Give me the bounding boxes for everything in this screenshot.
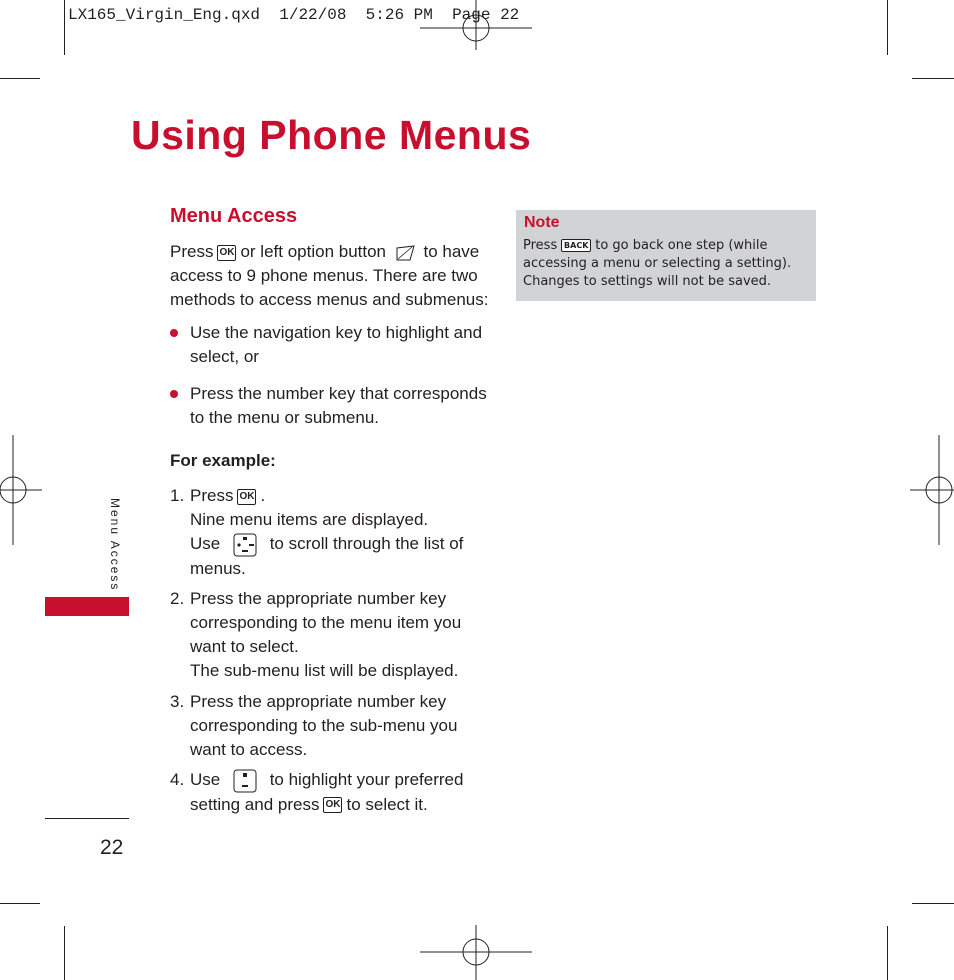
step-text: Use to highlight your preferred setting and press OK to select it. [190,770,464,814]
registration-mark-icon [910,435,954,545]
note-box [516,210,816,301]
step-number: 1. [170,486,185,505]
step-text: Press the appropriate number key corresponding to the sub-menu you want to access. [190,692,458,759]
back-key-icon: BACK [561,239,591,252]
example-heading: For example: [170,451,276,470]
bullet-dot [170,390,178,398]
side-section-label: Menu Access [108,498,122,592]
step-number: 4. [170,770,185,789]
bullet-item: Use the navigation key to highlight and select, or [170,321,500,369]
step-number: 3. [170,692,185,711]
ok-key-icon: OK [237,489,256,505]
note-title: Note [524,214,560,231]
note-text: Press BACK to go back one step (while accessing a menu or selecting a setting). Changes to settings will not be saved. [523,238,792,289]
footer-rule [45,818,129,819]
file-slug: LX165_Virgin_Eng.qxd 1/22/08 5:26 PM Page 22 [68,6,520,24]
ok-key-icon: OK [217,245,236,261]
section-heading: Menu Access [170,205,298,227]
step-text: Press OK . Nine menu items are displayed. Use to scroll through the list of menus. [190,486,464,578]
step-number: 2. [170,589,185,608]
side-tab-marker [45,597,129,616]
step-text: Press the appropriate number key corresponding to the menu item you want to select. The sub-menu list will be displayed. [190,589,462,680]
navigation-key-icon [233,533,257,557]
page-number: 22 [100,836,124,859]
left-option-key-icon [394,243,416,263]
registration-mark-icon [0,435,42,545]
intro-paragraph: Press OK or left option button to have access to 9 phone menus. There are two methods to access menus and submenus: [170,242,489,309]
page-title: Using Phone Menus [131,112,532,158]
registration-mark-icon [420,925,532,980]
bullet-item: Press the number key that corresponds to the menu or submenu. [170,382,500,430]
navigation-key-icon [233,769,257,793]
ok-key-icon: OK [323,797,342,813]
bullet-dot [170,329,178,337]
